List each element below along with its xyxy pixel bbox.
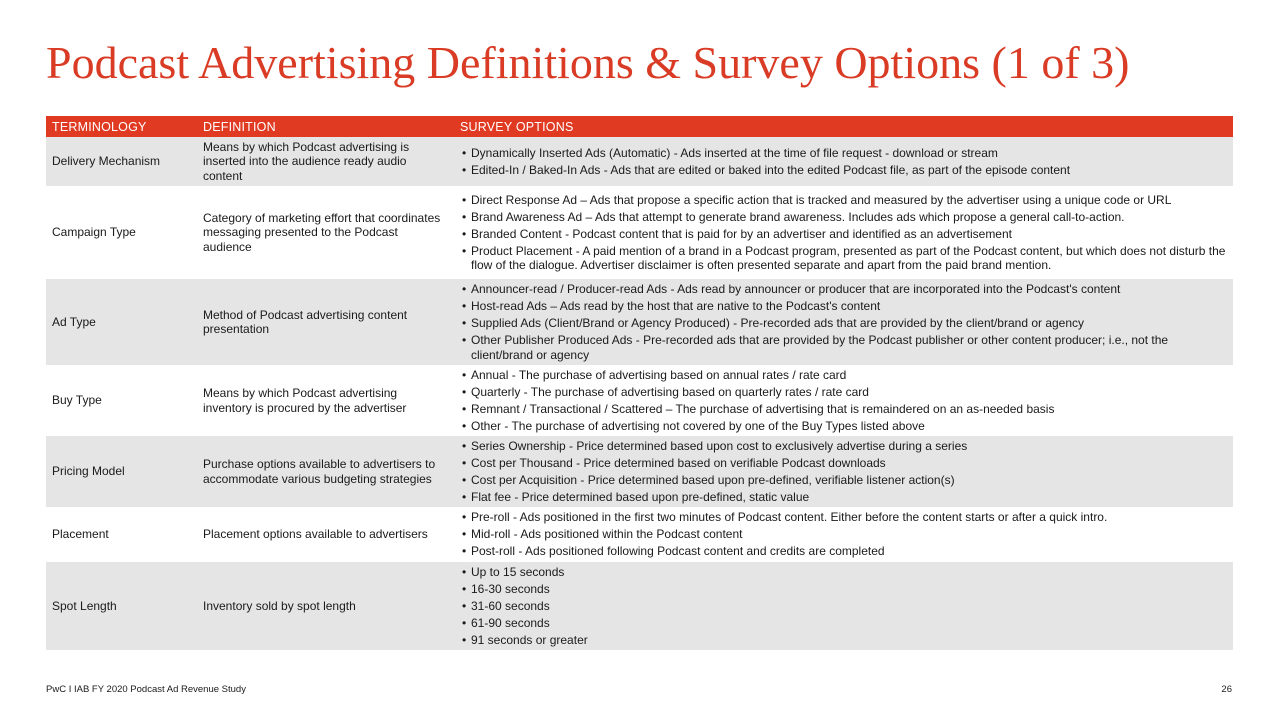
option-item: • Brand Awareness Ad – Ads that attempt to generate brand awareness. Includes ads which propose a general call-to-action. [462, 210, 1227, 225]
option-item: • Mid-roll - Ads positioned within the Podcast content [462, 527, 1227, 542]
definition-cell: Means by which Podcast advertising is inserted into the audience ready audio content [197, 137, 454, 186]
term-cell: Delivery Mechanism [46, 137, 197, 186]
option-item: • 91 seconds or greater [462, 633, 1227, 648]
options-list [462, 439, 1227, 505]
footer-source: PwC I IAB FY 2020 Podcast Ad Revenue Study [46, 684, 246, 695]
option-item: • Branded Content - Podcast content that is paid for by an advertiser and identified as an advertisement [462, 227, 1227, 242]
options-list [462, 565, 1227, 648]
page-number: 26 [1221, 684, 1232, 695]
table-row [46, 365, 1233, 436]
term-cell: Campaign Type [52, 225, 136, 240]
term-cell: Placement [52, 527, 109, 542]
header-survey-options: SURVEY OPTIONS [454, 116, 1233, 137]
option-item: • Supplied Ads (Client/Brand or Agency Produced) - Pre-recorded ads that are provided by the client/brand or agency [462, 316, 1227, 331]
table-row [46, 186, 1233, 279]
table-row [46, 436, 1233, 507]
option-item: • 61-90 seconds [462, 616, 1227, 631]
page-title: Podcast Advertising Definitions & Survey Options (1 of 3) [46, 37, 1130, 88]
option-item: • Direct Response Ad – Ads that propose a specific action that is tracked and measured by the advertiser using a unique code or URL [462, 193, 1227, 208]
option-item: • Edited-In / Baked-In Ads - Ads that are edited or baked into the edited Podcast file, as part of the episode content [462, 163, 1227, 178]
term-cell: Pricing Model [46, 436, 197, 507]
options-cell [454, 562, 1233, 650]
table-row [46, 137, 1233, 186]
option-item: • Product Placement - A paid mention of a brand in a Podcast program, presented as part of the Podcast content, but which does not disturb the flow of the dialogue. Advertiser disclaimer is often presented separate and apart from the paid brand mention. [462, 244, 1227, 273]
options-list [462, 146, 1227, 178]
options-list [462, 510, 1227, 559]
option-item: • Post-roll - Ads positioned following Podcast content and credits are completed [462, 544, 1227, 559]
option-item: • Cost per Acquisition - Price determined based upon pre-defined, verifiable listener action(s) [462, 473, 1227, 488]
options-cell [454, 137, 1233, 186]
option-item: • Flat fee - Price determined based upon pre-defined, static value [462, 490, 1227, 505]
option-item: • Cost per Thousand - Price determined based on verifiable Podcast downloads [462, 456, 1227, 471]
term-cell: Spot Length [46, 562, 197, 650]
option-item: • Up to 15 seconds [462, 565, 1227, 580]
definition-cell: Method of Podcast advertising content presentation [197, 279, 454, 365]
definition-cell: Means by which Podcast advertising inventory is procured by the advertiser [203, 386, 407, 415]
options-list [462, 193, 1227, 273]
options-cell [454, 279, 1233, 365]
table-row [46, 562, 1233, 650]
options-cell [454, 507, 1233, 562]
options-list [462, 282, 1227, 362]
option-item: • Annual - The purchase of advertising based on annual rates / rate card [462, 368, 1227, 383]
option-item: • 31-60 seconds [462, 599, 1227, 614]
option-item: • Announcer-read / Producer-read Ads - Ads read by announcer or producer that are incorporated into the Podcast's content [462, 282, 1227, 297]
definition-cell: Purchase options available to advertisers to accommodate various budgeting strategies [197, 436, 454, 507]
definition-cell: Placement options available to advertisers [203, 527, 428, 542]
option-item: • Remnant / Transactional / Scattered – The purchase of advertising that is remaindered on an as-needed basis [462, 402, 1227, 417]
term-cell: Ad Type [46, 279, 197, 365]
option-item: • Quarterly - The purchase of advertising based on quarterly rates / rate card [462, 385, 1227, 400]
option-item: • Pre-roll - Ads positioned in the first two minutes of Podcast content. Either before the content starts or after a quick intro. [462, 510, 1227, 525]
options-cell [454, 436, 1233, 507]
header-row [46, 116, 1233, 137]
term-cell: Buy Type [52, 393, 102, 408]
option-item: • Dynamically Inserted Ads (Automatic) - Ads inserted at the time of file request - download or stream [462, 146, 1227, 161]
table-header [46, 116, 1233, 137]
definition-cell: Category of marketing effort that coordinates messaging presented to the Podcast audience [203, 210, 441, 254]
option-item: • Host-read Ads – Ads read by the host that are native to the Podcast's content [462, 299, 1227, 314]
option-item: • 16-30 seconds [462, 582, 1227, 597]
table-row [46, 279, 1233, 365]
option-item: • Other Publisher Produced Ads - Pre-recorded ads that are provided by the Podcast publisher or other content producer; i.e., not the client/brand or agency [462, 333, 1227, 362]
definition-cell: Inventory sold by spot length [197, 562, 454, 650]
options-list [462, 368, 1227, 434]
table-row [46, 507, 1233, 562]
header-terminology: TERMINOLOGY [46, 116, 197, 137]
option-item: • Other - The purchase of advertising not covered by one of the Buy Types listed above [462, 419, 1227, 434]
header-definition: DEFINITION [197, 116, 454, 137]
option-item: • Series Ownership - Price determined based upon cost to exclusively advertise during a series [462, 439, 1227, 454]
options-cell [454, 365, 1233, 436]
options-cell [454, 186, 1233, 279]
definitions-table [46, 116, 1233, 650]
table-body [46, 137, 1233, 650]
